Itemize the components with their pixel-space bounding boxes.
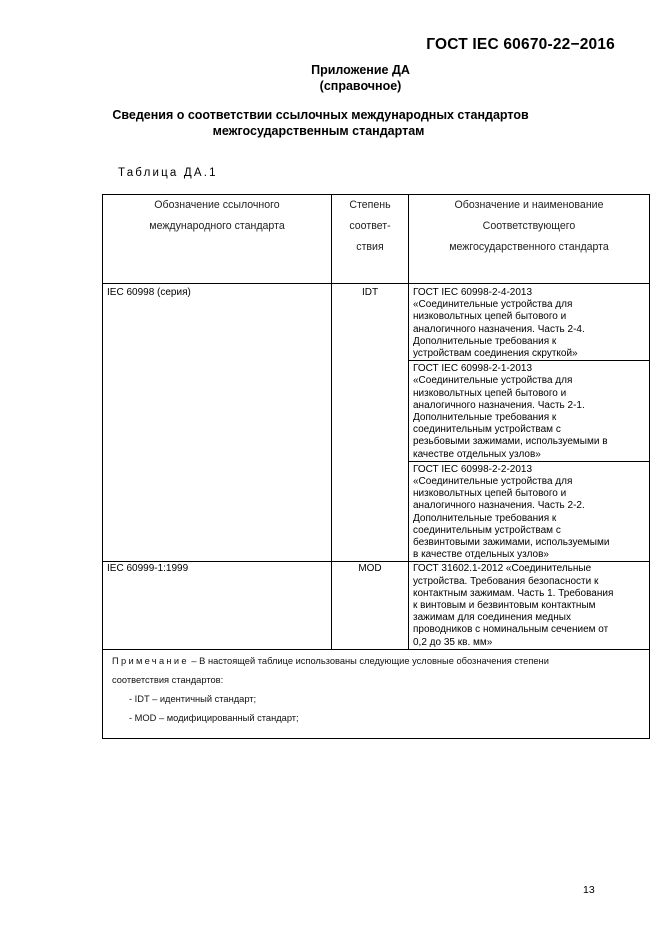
header-line: Соответствующего	[482, 220, 576, 232]
degree: IDT	[361, 287, 379, 298]
header-line: соответ-	[349, 220, 391, 232]
table-row	[103, 562, 650, 649]
document-title-line2: межгосударственным стандартам	[212, 124, 425, 138]
header-line: Обозначение и наименование	[454, 199, 604, 211]
standard-line: качестве отдельных узлов»	[413, 448, 541, 460]
standard-line: «Соединительные устройства для	[413, 476, 573, 488]
document-code: ГОСТ IEC 60670-22−2016	[426, 36, 615, 53]
header-line: Обозначение ссылочного	[154, 199, 280, 211]
ref-standard-cell	[103, 562, 332, 649]
standard-line: контактным зажимам. Часть 1. Требования	[413, 587, 614, 599]
standard-line: «Соединительные устройства для	[413, 299, 573, 311]
header-line: Степень	[349, 199, 391, 211]
degree-cell	[332, 284, 409, 562]
standard-line: зажимам для соединения медных	[413, 612, 571, 624]
note-line	[112, 652, 645, 671]
table-caption: Таблица ДА.1	[118, 167, 218, 179]
header-line: межгосударственного стандарта	[449, 241, 609, 253]
note-line: соответствия стандартов:	[112, 674, 224, 685]
standard-line: ГОСТ 31602.1-2012 «Соединительные	[413, 563, 592, 575]
header-interstate-standard	[409, 195, 650, 284]
document-title-line1: Сведения о соответствии ссылочных международных стандартов	[112, 108, 529, 122]
standard-line: в качестве отдельных узлов»	[413, 549, 549, 561]
appendix-title: Приложение ДА	[311, 63, 410, 77]
standard-line: резьбовыми зажимами, используемыми в	[413, 436, 608, 448]
degree: MOD	[358, 563, 382, 575]
appendix-subtitle: (справочное)	[319, 79, 402, 93]
interstate-standard-cell	[409, 361, 650, 462]
standard-line: ГОСТ IEC 60998-2-1-2013	[413, 363, 533, 375]
header-line: ствия	[356, 241, 384, 253]
standard-line: низковольтных цепей бытового и	[413, 387, 567, 399]
note-item: - MOD – модифицированный стандарт;	[129, 712, 299, 723]
standard-line: Дополнительные требования к	[413, 335, 557, 347]
standard-line: «Соединительные устройства для	[413, 375, 573, 387]
standard-line: проводников с номинальным сечением от	[413, 624, 609, 636]
standard-line: соединительным устройствам с	[413, 424, 561, 436]
standard-line: Дополнительные требования к	[413, 412, 557, 424]
standard-line: соединительным устройствам с	[413, 524, 561, 536]
standard-line: устройства. Требования безопасности к	[413, 575, 599, 587]
interstate-standard-cell	[409, 284, 650, 361]
interstate-standard-cell	[409, 562, 650, 649]
standard-line: Дополнительные требования к	[413, 512, 557, 524]
page-number: 13	[583, 884, 595, 896]
table-header-row	[103, 195, 650, 284]
standard-line: к винтовым и безвинтовым контактным	[413, 600, 596, 612]
degree-cell	[332, 562, 409, 649]
header-degree	[332, 195, 409, 284]
standard-line: аналогичного назначения. Часть 2-1.	[413, 399, 585, 411]
standard-line: ГОСТ IEC 60998-2-2-2013	[413, 463, 533, 475]
header-ref-standard	[103, 195, 332, 284]
standard-line: ГОСТ IEC 60998-2-4-2013	[413, 287, 533, 298]
ref-standard: IEC 60999-1:1999	[107, 563, 189, 575]
standard-line: низковольтных цепей бытового и	[413, 311, 567, 323]
interstate-standard-cell	[409, 461, 650, 562]
note-item: - IDT – идентичный стандарт;	[129, 693, 257, 704]
standards-table	[102, 194, 650, 739]
standard-line: устройствам соединения скруткой»	[413, 348, 578, 360]
standard-line: 0,2 до 35 кв. мм»	[413, 636, 493, 648]
ref-standard-cell	[103, 284, 332, 562]
standard-line: аналогичного назначения. Часть 2-4.	[413, 323, 585, 335]
ref-standard: IEC 60998 (серия)	[107, 287, 191, 298]
standard-line: аналогичного назначения. Часть 2-2.	[413, 500, 585, 512]
standard-line: безвинтовыми зажимами, используемыми	[413, 537, 610, 549]
table-row	[103, 284, 650, 361]
note-label: Примечание	[112, 655, 189, 666]
header-line: международного стандарта	[149, 220, 285, 232]
note-row	[103, 649, 650, 738]
note-text: – В настоящей таблице использованы следующие условные обозначения степени	[191, 655, 549, 666]
standard-line: низковольтных цепей бытового и	[413, 488, 567, 500]
table-note	[103, 649, 650, 738]
